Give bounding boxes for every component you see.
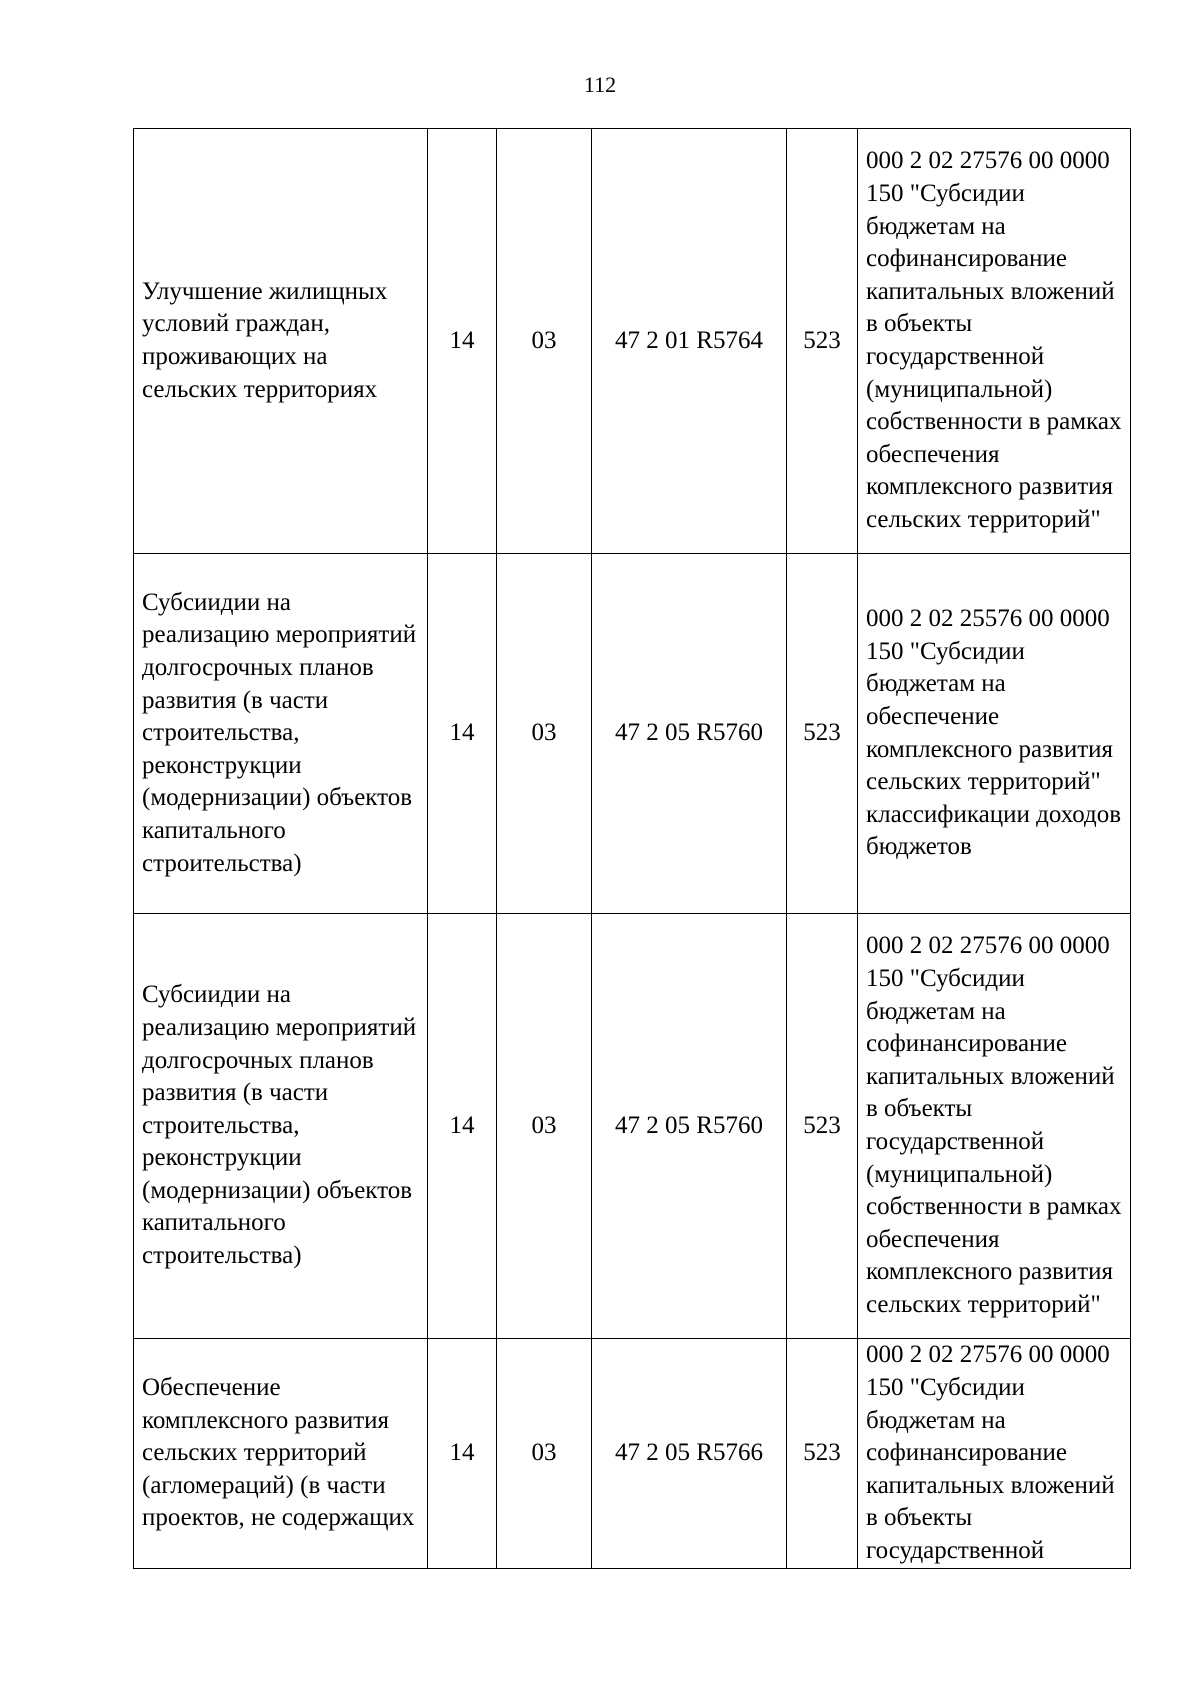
subsection-code-cell: 03 <box>497 129 592 554</box>
row-name-cell: Улучшение жилищных условий граждан, проживающих на сельских территориях <box>134 129 428 554</box>
target-code-cell: 47 2 05 R5760 <box>592 554 787 914</box>
income-code-cell: 000 2 02 27576 00 0000 150 "Субсидии бюджетам на софинансирование капитальных вложений в объекты государственной (муниципальной) собственности в рамках обеспечения комплексного развития сельских территорий" <box>858 914 1131 1339</box>
expense-type-cell: 523 <box>787 554 858 914</box>
expense-type-cell: 523 <box>787 129 858 554</box>
budget-classification-table <box>133 128 1131 1569</box>
row-name-cell: Субсиидии на реализацию мероприятий долгосрочных планов развития (в части строительства, реконструкции (модернизации) объектов капитального строительства) <box>134 914 428 1339</box>
table-row <box>134 129 1131 554</box>
subsection-code-cell: 03 <box>497 554 592 914</box>
section-code-cell: 14 <box>428 914 497 1339</box>
section-code-cell: 14 <box>428 1339 497 1569</box>
section-code-cell: 14 <box>428 554 497 914</box>
target-code-cell: 47 2 05 R5760 <box>592 914 787 1339</box>
table-row <box>134 554 1131 914</box>
expense-type-cell: 523 <box>787 1339 858 1569</box>
table-row <box>134 1339 1131 1569</box>
subsection-code-cell: 03 <box>497 1339 592 1569</box>
row-name-cell: Субсиидии на реализацию мероприятий долгосрочных планов развития (в части строительства, реконструкции (модернизации) объектов капитального строительства) <box>134 554 428 914</box>
section-code-cell: 14 <box>428 129 497 554</box>
target-code-cell: 47 2 01 R5764 <box>592 129 787 554</box>
row-name-cell: Обеспечение комплексного развития сельских территорий (агломераций) (в части проектов, не содержащих <box>134 1339 428 1569</box>
income-code-cell: 000 2 02 27576 00 0000 150 "Субсидии бюджетам на софинансирование капитальных вложений в объекты государственной (муниципальной) собственности в рамках обеспечения комплексного развития сельских территорий" <box>858 129 1131 554</box>
income-code-cell: 000 2 02 25576 00 0000 150 "Субсидии бюджетам на обеспечение комплексного развития сельских территорий" классификации доходов бюджетов <box>858 554 1131 914</box>
income-code-cell: 000 2 02 27576 00 0000 150 "Субсидии бюджетам на софинансирование капитальных вложений в объекты государственной <box>858 1339 1131 1569</box>
target-code-cell: 47 2 05 R5766 <box>592 1339 787 1569</box>
expense-type-cell: 523 <box>787 914 858 1339</box>
table-row <box>134 914 1131 1339</box>
page-number: 112 <box>583 72 617 97</box>
subsection-code-cell: 03 <box>497 914 592 1339</box>
